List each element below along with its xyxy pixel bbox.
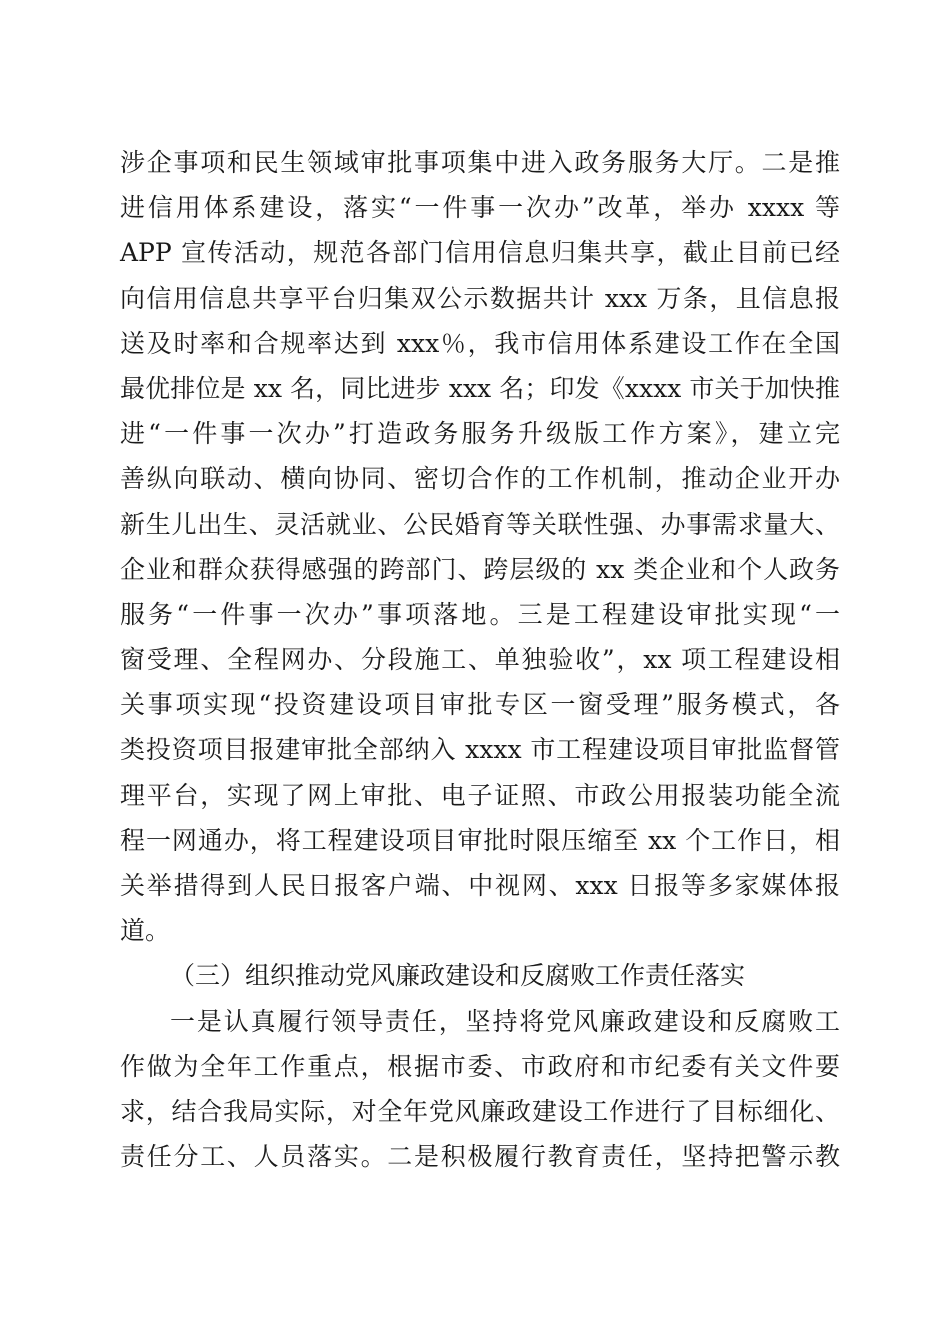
text-line: 服务“一件事一次办”事项落地。三是工程建设审批实现“一 <box>120 599 840 629</box>
text-line: 求，结合我局实际，对全年党风廉政建设工作进行了目标细化、 <box>120 1096 840 1126</box>
text-line: 程一网通办，将工程建设项目审批时限压缩至 xx 个工作日，相 <box>120 825 840 855</box>
text-line: 责任分工、人员落实。二是积极履行教育责任，坚持把警示教 <box>120 1142 840 1172</box>
text-line: 关事项实现“投资建设项目审批专区一窗受理”服务模式，各 <box>120 690 840 720</box>
text-line: 送及时率和合规率达到 xxx％，我市信用体系建设工作在全国 <box>120 328 840 358</box>
document-body <box>120 140 840 1179</box>
text-line: 理平台，实现了网上审批、电子证照、市政公用报装功能全流 <box>120 780 840 810</box>
text-line: 进信用体系建设，落实“一件事一次办”改革，举办 xxxx 等 <box>120 193 840 223</box>
text-line: 企业和群众获得感强的跨部门、跨层级的 xx 类企业和个人政务 <box>120 554 840 584</box>
text-line: 最优排位是 xx 名，同比进步 xxx 名；印发《xxxx 市关于加快推 <box>120 373 840 403</box>
paragraph-credit-system <box>120 140 840 953</box>
text-line: 作做为全年工作重点，根据市委、市政府和市纪委有关文件要 <box>120 1051 840 1081</box>
text-line: 窗受理、全程网办、分段施工、单独验收”，xx 项工程建设相 <box>120 645 840 675</box>
text-line: 新生儿出生、灵活就业、公民婚育等关联性强、办事需求量大、 <box>120 509 840 539</box>
paragraph-party-conduct <box>120 999 840 1180</box>
text-line: APP 宣传活动，规范各部门信用信息归集共享，截止目前已经 <box>120 238 840 268</box>
text-line: 关举措得到人民日报客户端、中视网、xxx 日报等多家媒体报 <box>120 871 840 900</box>
section-heading: （三）组织推动党风廉政建设和反腐败工作责任落实 <box>170 961 746 991</box>
text-line: 涉企事项和民生领域审批事项集中进入政务服务大厅。二是推 <box>120 148 840 177</box>
text-line: 向信用信息共享平台归集双公示数据共计 xxx 万条，且信息报 <box>120 283 840 313</box>
text-line: 进“一件事一次办”打造政务服务升级版工作方案》，建立完 <box>120 419 840 449</box>
text-line: 一是认真履行领导责任，坚持将党风廉政建设和反腐败工 <box>170 1006 840 1036</box>
text-line: 道。 <box>120 916 171 946</box>
text-line: 善纵向联动、横向协同、密切合作的工作机制，推动企业开办 <box>120 464 840 494</box>
text-line: 类投资项目报建审批全部纳入 xxxx 市工程建设项目审批监督管 <box>120 735 840 765</box>
